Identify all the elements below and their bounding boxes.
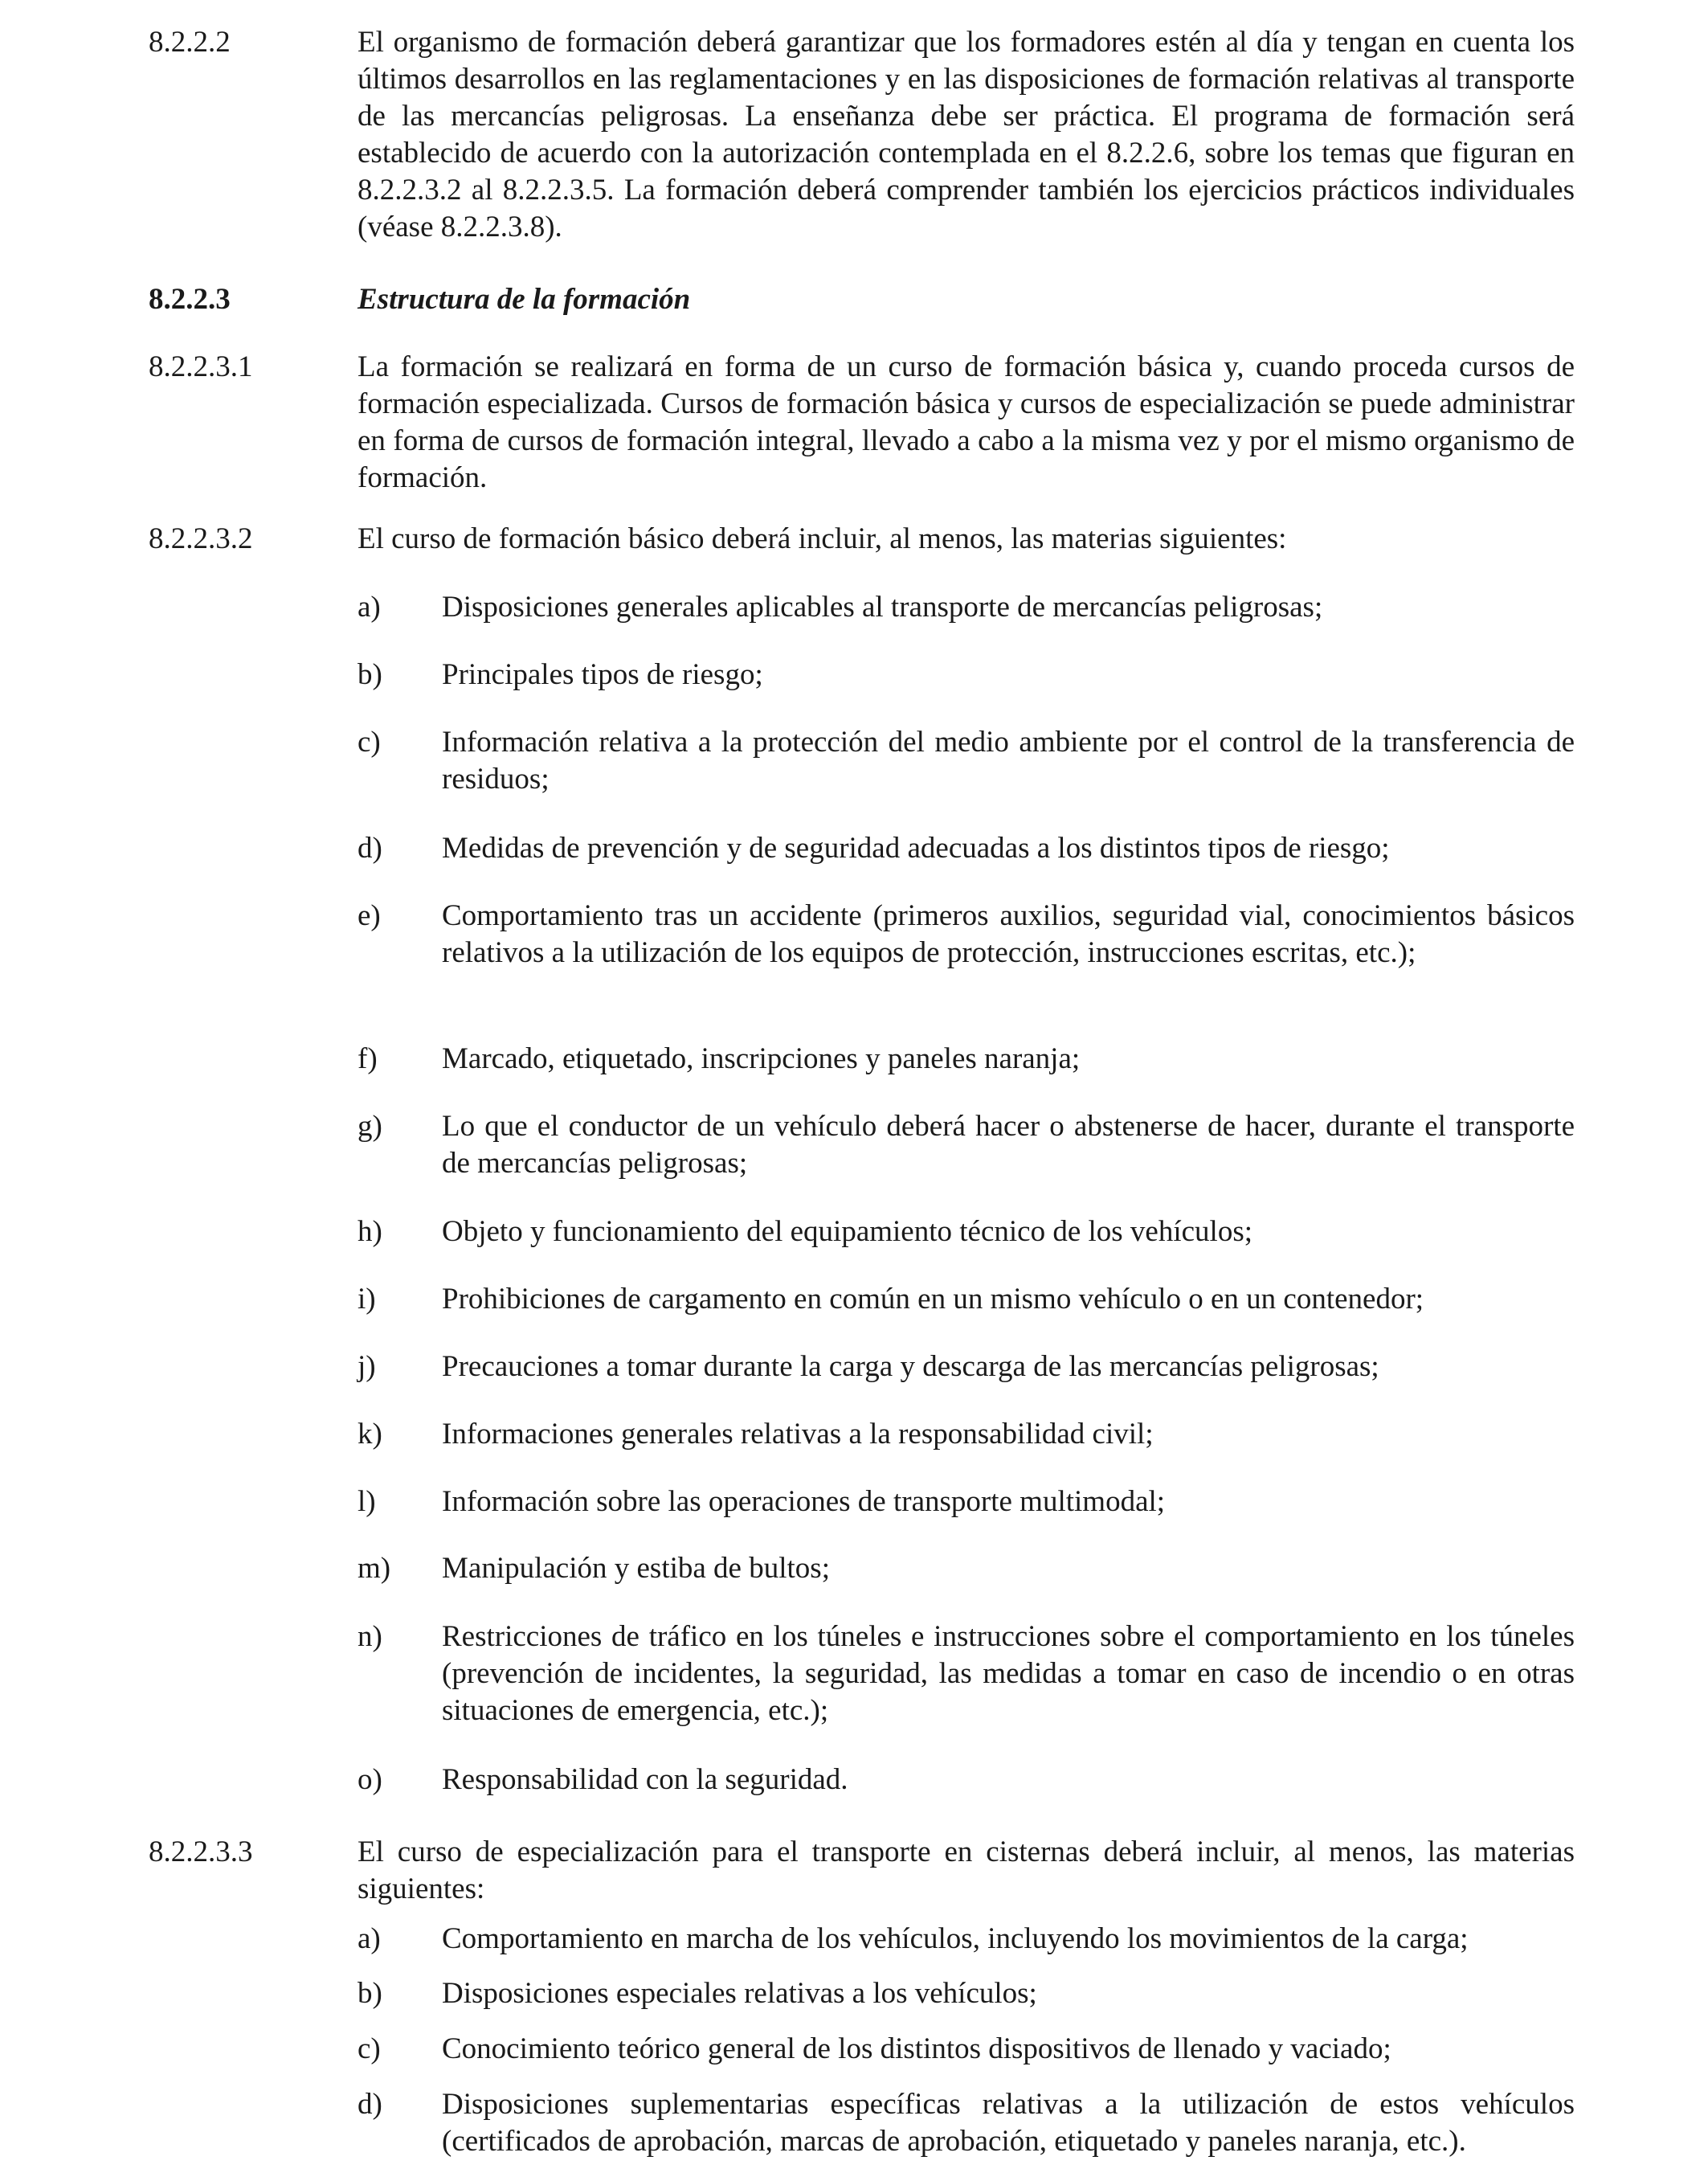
list-item-text: Prohibiciones de cargamento en común en un mismo vehículo o en un contenedor; xyxy=(442,1283,1424,1316)
list-item-text: Disposiciones generales aplicables al transporte de mercancías peligrosas; xyxy=(442,591,1323,624)
list-item-letter: a) xyxy=(358,591,381,624)
list-item-text: Responsabilidad con la seguridad. xyxy=(442,1763,848,1796)
section-paragraph: El curso de especialización para el transporte en cisternas deberá incluir, al menos, las materias siguientes: xyxy=(358,1835,1575,1905)
section-heading: Estructura de la formación xyxy=(358,283,691,316)
list-item-letter: e) xyxy=(358,899,381,932)
list-item-letter: b) xyxy=(358,1977,382,2010)
list-item-letter: c) xyxy=(358,726,381,759)
list-item-text: Objeto y funcionamiento del equipamiento técnico de los vehículos; xyxy=(442,1215,1253,1248)
section-number: 8.2.2.3.2 xyxy=(149,522,253,555)
list-item-letter: n) xyxy=(358,1620,382,1653)
list-item-letter: d) xyxy=(358,2088,382,2121)
list-item-letter: m) xyxy=(358,1552,391,1585)
section-paragraph: El curso de formación básico deberá incluir, al menos, las materias siguientes: xyxy=(358,522,1287,555)
list-item-letter: i) xyxy=(358,1283,376,1316)
list-item-letter: l) xyxy=(358,1485,376,1518)
list-item-text: Precauciones a tomar durante la carga y descarga de las mercancías peligrosas; xyxy=(442,1350,1379,1383)
section-number: 8.2.2.3 xyxy=(149,283,231,316)
list-item-text: Comportamiento en marcha de los vehículos, incluyendo los movimientos de la carga; xyxy=(442,1922,1469,1955)
list-item-text: Restricciones de tráfico en los túneles e instrucciones sobre el comportamiento en los túneles (prevención de incidentes, la seguridad, las medidas a tomar en caso de incendio o en otras situaciones de emergencia, etc.); xyxy=(442,1620,1575,1727)
section-number: 8.2.2.3.1 xyxy=(149,350,253,383)
list-item-letter: d) xyxy=(358,832,382,865)
section-paragraph: La formación se realizará en forma de un curso de formación básica y, cuando proceda cursos de formación especializada. Cursos de formación básica y cursos de especialización se puede administrar en forma de cursos de formación integral, llevado a cabo a la misma vez y por el mismo organismo de formación. xyxy=(358,350,1575,494)
list-item-text: Información sobre las operaciones de transporte multimodal; xyxy=(442,1485,1166,1518)
list-item-letter: k) xyxy=(358,1418,382,1451)
list-item-text: Medidas de prevención y de seguridad adecuadas a los distintos tipos de riesgo; xyxy=(442,832,1390,865)
list-item-text: Marcado, etiquetado, inscripciones y paneles naranja; xyxy=(442,1042,1081,1075)
list-item-text: Principales tipos de riesgo; xyxy=(442,658,763,691)
list-item-text: Lo que el conductor de un vehículo deberá hacer o abstenerse de hacer, durante el transporte de mercancías peligrosas; xyxy=(442,1110,1575,1180)
section-number: 8.2.2.2 xyxy=(149,26,231,59)
section-number: 8.2.2.3.3 xyxy=(149,1835,253,1868)
list-item-text: Conocimiento teórico general de los distintos dispositivos de llenado y vaciado; xyxy=(442,2032,1391,2065)
section-paragraph: El organismo de formación deberá garantizar que los formadores estén al día y tengan en cuenta los últimos desarrollos en las reglamentaciones y en las disposiciones de formación relativas al transporte de las mercancías peligrosas. La enseñanza debe ser práctica. El programa de formación será establecido de acuerdo con la autorización contemplada en el 8.2.2.6, sobre los temas que figuran en 8.2.2.3.2 al 8.2.2.3.5. La formación deberá comprender también los ejercicios prácticos individuales (véase 8.2.2.3.8). xyxy=(358,26,1575,243)
list-item-letter: j) xyxy=(358,1350,376,1383)
list-item-letter: a) xyxy=(358,1922,381,1955)
list-item-text: Informaciones generales relativas a la responsabilidad civil; xyxy=(442,1418,1154,1451)
list-item-text: Disposiciones especiales relativas a los vehículos; xyxy=(442,1977,1037,2010)
list-item-text: Disposiciones suplementarias específicas relativas a la utilización de estos vehículos (certificados de aprobación, marcas de aprobación, etiquetado y paneles naranja, etc.). xyxy=(442,2088,1575,2158)
list-item-letter: c) xyxy=(358,2032,381,2065)
list-item-text: Manipulación y estiba de bultos; xyxy=(442,1552,830,1585)
list-item-letter: f) xyxy=(358,1042,378,1075)
list-item-letter: h) xyxy=(358,1215,382,1248)
list-item-letter: b) xyxy=(358,658,382,691)
list-item-text: Información relativa a la protección del medio ambiente por el control de la transferencia de residuos; xyxy=(442,726,1575,796)
list-item-letter: g) xyxy=(358,1110,382,1143)
list-item-letter: o) xyxy=(358,1763,382,1796)
list-item-text: Comportamiento tras un accidente (primeros auxilios, seguridad vial, conocimientos básicos relativos a la utilización de los equipos de protección, instrucciones escritas, etc.); xyxy=(442,899,1575,969)
